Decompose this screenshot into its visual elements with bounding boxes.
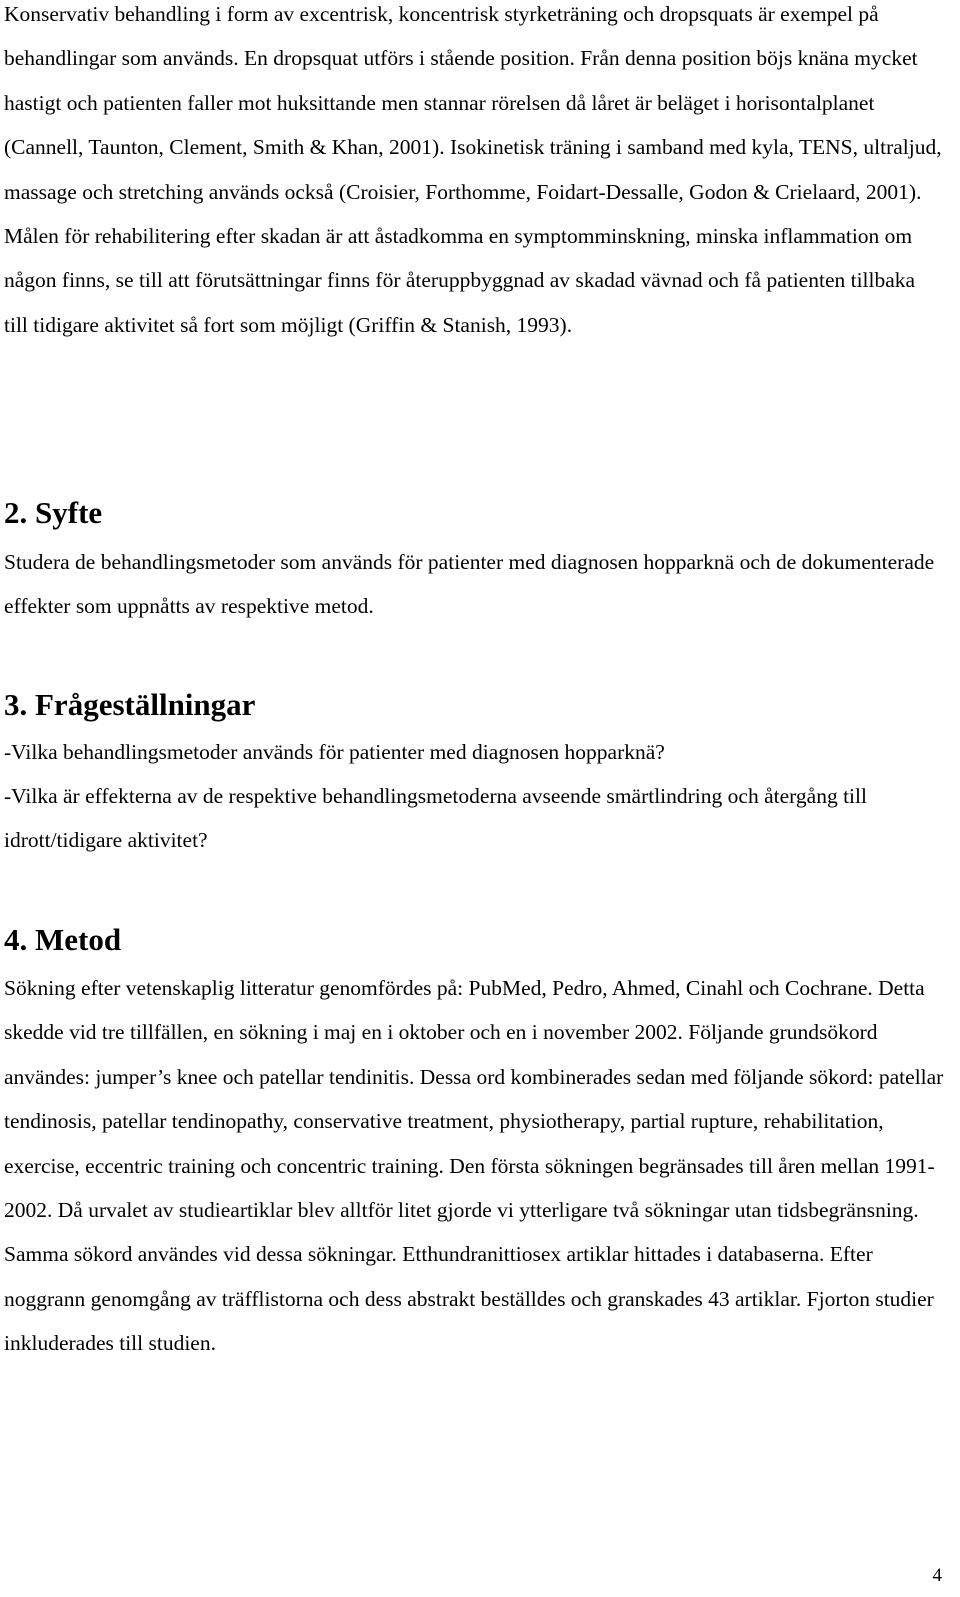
metod-paragraph: Sökning efter vetenskaplig litteratur genomfördes på: PubMed, Pedro, Ahmed, Cinahl och Cochrane. Detta skedde vid tre tillfällen, en sökning i maj en i oktober och en i november 2002. Följande grundsökord användes: jumper’s knee och patellar tendinitis. Dessa ord kombinerades sedan med följande sökord: patellar tendinosis, patellar tendinopathy, conservative treatment, physiotherapy, partial rupture, rehabilitation, exercise, eccentric training och concentric training. Den första sökningen begränsades till åren mellan 1991-2002. Då urvalet av studieartiklar blev alltför litet gjorde vi ytterligare två sökningar utan tidsbegränsning. Samma sökord användes vid dessa sökningar. Etthundranittiosex artiklar hittades i databaserna. Efter noggrann genomgång av träfflistorna och dess abstrakt beställdes och granskades 43 artiklar. Fjorton studier inkluderades till studien. — [4, 976, 944, 1356]
section-heading-fragestallningar: 3. Frågeställningar — [4, 687, 256, 722]
research-question-1: -Vilka behandlingsmetoder används för patienter med diagnosen hopparknä? — [4, 740, 665, 764]
section-heading-syfte: 2. Syfte — [4, 495, 103, 530]
page-number: 4 — [932, 1565, 942, 1586]
research-question-2: -Vilka är effekterna av de respektive behandlingsmetoderna avseende smärtlindring och återgång till idrott/tidigare aktivitet? — [4, 784, 867, 853]
section-heading-metod: 4. Metod — [4, 922, 122, 957]
syfte-paragraph: Studera de behandlingsmetoder som används för patienter med diagnosen hopparknä och de dokumenterade effekter som uppnåtts av respektive metod. — [4, 550, 935, 619]
intro-paragraph: Konservativ behandling i form av excentrisk, koncentrisk styrketräning och dropsquats är exempel på behandlingar som används. En dropsquat utförs i stående position. Från denna position böjs knäna mycket hastigt och patienten faller mot huksittande men stannar rörelsen då låret är beläget i horisontalplanet (Cannell, Taunton, Clement, Smith & Khan, 2001). Isokinetisk träning i samband med kyla, TENS, ultraljud, massage och stretching används också (Croisier, Forthomme, Foidart-Dessalle, Godon & Crielaard, 2001). Målen för rehabilitering efter skadan är att åstadkomma en symptomminskning, minska inflammation om någon finns, se till att förutsättningar finns för återuppbyggnad av skadad vävnad och få patienten tillbaka till tidigare aktivitet så fort som möjligt (Griffin & Stanish, 1993). — [4, 2, 942, 337]
